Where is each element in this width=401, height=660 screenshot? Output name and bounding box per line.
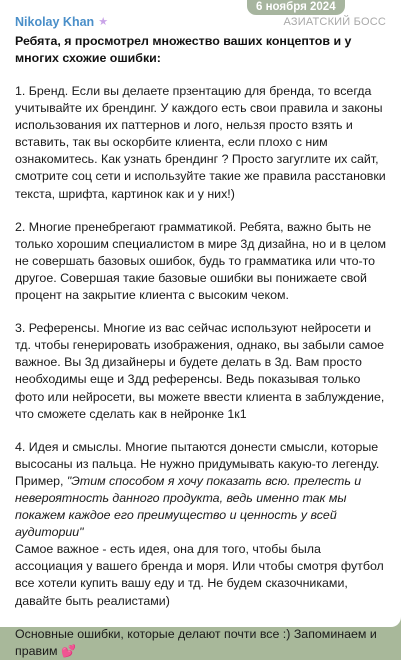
message-intro: Ребята, я просмотрел множество ваших концептов и у многих схожие ошибки:: [15, 34, 352, 65]
message-header: [15, 13, 390, 31]
star-icon: ★: [98, 16, 109, 28]
paragraph-4-quote: "Этим способом я хочу показать всю. прелесть и невероятность данного продукта, ведь именно так мы покажем каждое его преимущество и ценность у всей аудитории": [15, 473, 362, 540]
message-paragraph-1: 1. Бренд. Если вы делаете прзентацию для бренда, то всегда учитывайте их брендинг. У каждого есть свои правила и законы использования их паттернов и лого, нельзя просто взять и вставить, так вы оскорбите клиента, если плохо с ним ознакомитесь. Как узнать брендинг ? Просто загуглите их сайт, смотрите соц сети и используйте такие же правила расстановки текста, шрифта, картинок как и у них!): [15, 84, 386, 201]
paragraph-4-end: Самое важное - есть идея, она для того, чтобы была ассоциация у вашего бренда и моря. Или чтобы смотря футбол все хотели купить вашу еду и тд. Не будем сказочниками, давайте быть реалистами): [15, 542, 384, 608]
message-paragraph-2: 2. Многие пренебрегают грамматикой. Ребята, важно быть не только хорошим специалистом в мире 3д дизайна, но и в целом не совершать базовых ошибок, будь то грамматика или что-то другое. Совершая такие базовые ошибки вы понижаете свой процент на закрытие клиента с высоким чеком.: [15, 219, 387, 303]
sender-name[interactable]: Nikolay Khan: [15, 15, 95, 29]
date-badge: 6 ноября 2024: [247, 0, 345, 15]
message-closing: [15, 626, 390, 660]
heart-icon: 💕: [60, 643, 76, 658]
sender-title: АЗИАТСКИЙ БОСС: [283, 16, 386, 28]
paragraph-4-start: 4. Идея и смыслы. Многие пытаются донести смысли, которые высосаны из пальца. Не нужно придумывать какую-то легенду. Пример,: [15, 439, 380, 488]
closing-text: Основные ошибки, которые делают почти все :) Запоминаем и правим: [15, 626, 377, 658]
message-paragraph-4: [15, 439, 390, 610]
message-paragraph-3: 3. Референсы. Многие из вас сейчас используют нейросети и тд. чтобы генерировать изображения, однако, вы забыли самое важное. Вы 3д дизайнеры и будете делать в 3д. Вам просто необходимы еще и 3дд референсы. Ведь показывая только фото или нейросети, вы можете ввести клиента в заблуждение, что сможете сделать как в нейронке 1к1: [15, 321, 385, 421]
